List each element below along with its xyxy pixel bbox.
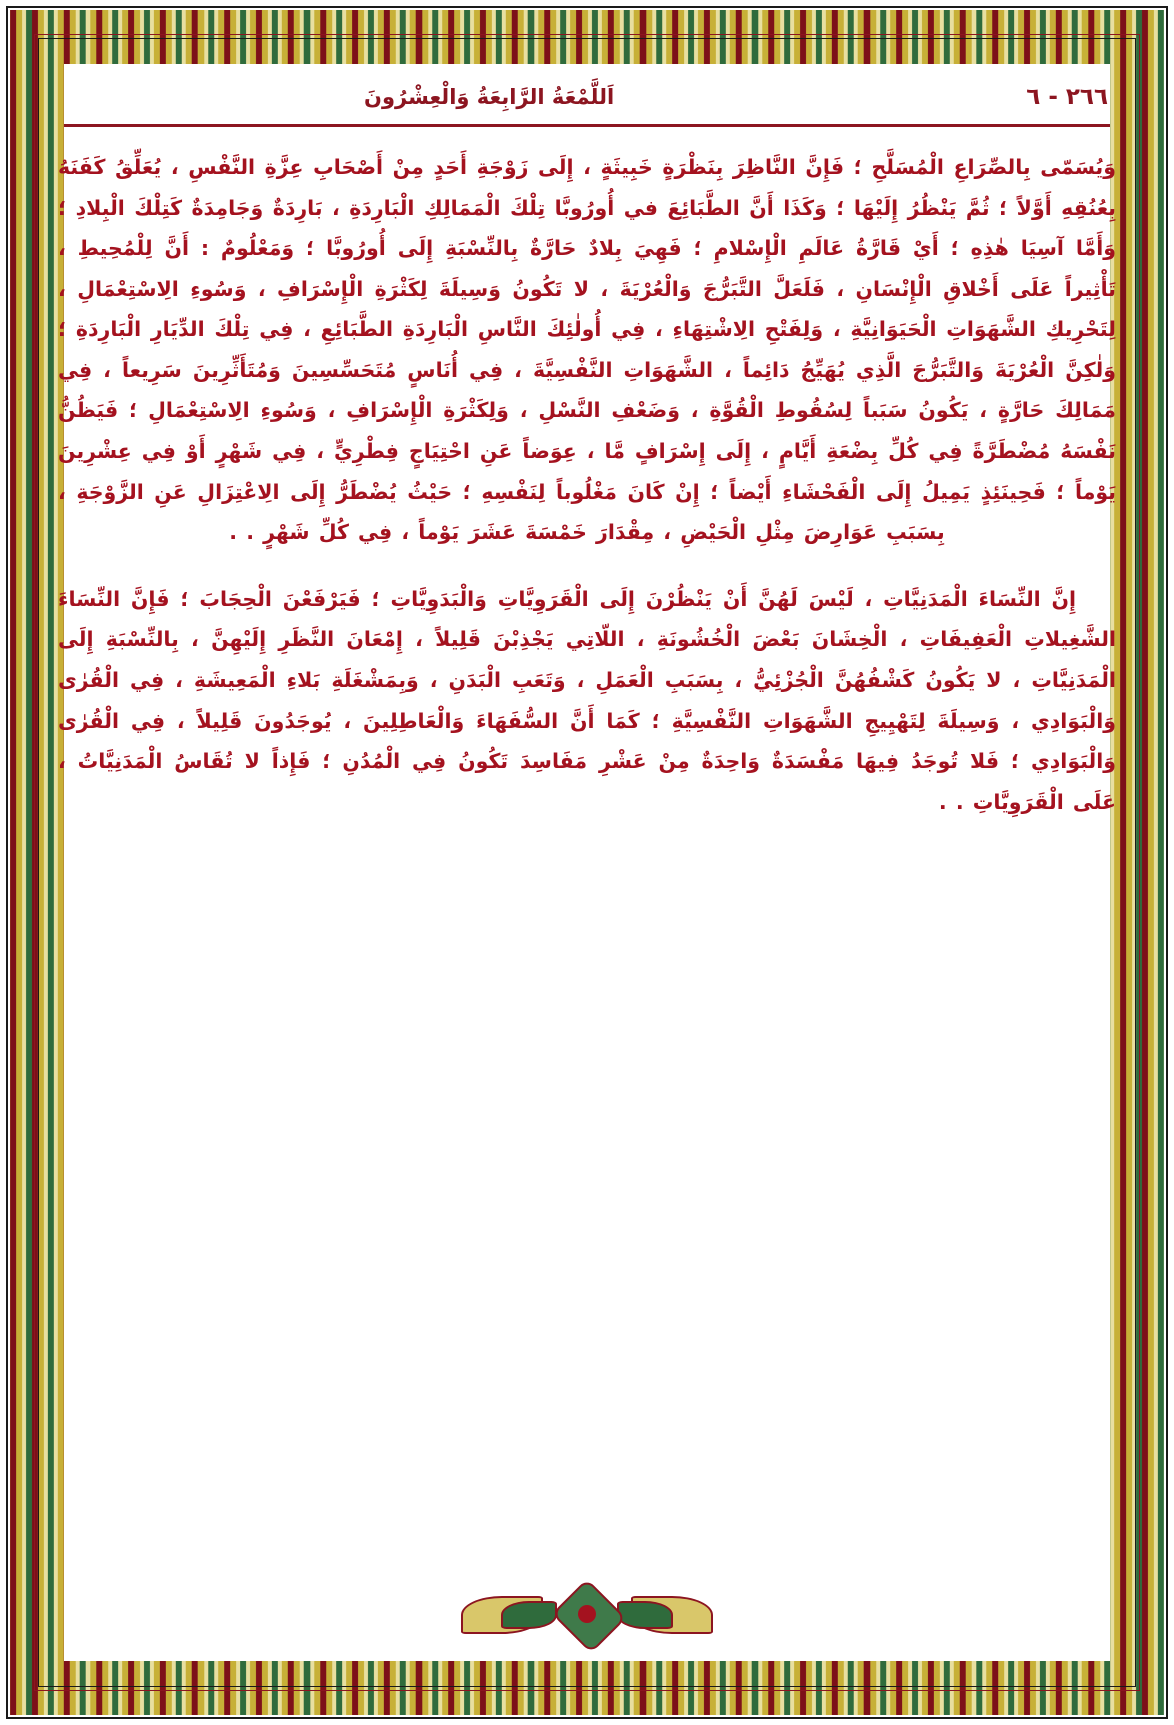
header-divider — [64, 124, 1110, 127]
floral-divider-icon — [457, 1587, 717, 1641]
body-text — [58, 147, 1116, 822]
page-content — [58, 62, 1116, 1667]
page-title: اَللَّمْعَةُ الرَّابِعَةُ وَالْعِشْرُونَ — [364, 85, 615, 109]
page-number: ٢٦٦ - ٦ — [1026, 84, 1108, 110]
paragraph-1: وَيُسَمّى بِالصِّرَاعِ الْمُسَلَّحِ ؛ فَإِنَّ النَّاظِرَ بِنَظْرَةٍ خَبِيثَةٍ ، إِلَى زَوْجَةِ أَحَدٍ مِنْ أَصْحَابِ عِزَّةِ النَّفْسِ ، يُعَلِّقُ كَفَنَهُ بِعُنُقِهِ أَوَّلاً ؛ ثُمَّ يَنْظُرُ إِلَيْهَا ؛ وَكَذَا أَنَّ الطَّبَائِعَ في أُورُوبَّا تِلْكَ الْمَمَالِكِ الْبَارِدَةِ ، بَارِدَةٌ وَجَامِدَةٌ كَتِلْكَ الْبِلادِ ؛ وَأَمَّا آسِيَا هٰذِهِ ؛ أَيْ قَارَّةُ عَالَمِ الْإِسْلامِ ؛ فَهِيَ بِلادٌ حَارَّةٌ بِالنِّسْبَةِ إِلَى أُورُوبَّا ؛ وَمَعْلُومٌ : أَنَّ لِلْمُحِيطِ ، تَأْثِيراً عَلَى أَخْلاقِ الْإِنْسَانِ ، فَلَعَلَّ التَّبَرُّجَ وَالْعُرْيَةَ ، لا تَكُونُ وَسِيلَةَ لِكَثْرَةِ الْإِسْرَافِ ، وَسُوءِ الِاسْتِعْمَالِ ، لِتَحْرِيكِ الشَّهَوَاتِ الْحَيَوَانِيَّةِ ، وَلِفَتْحِ الِاشْتِهَاءِ ، فِي أُولٰئِكَ النَّاسِ الْبَارِدَةِ الطَّبَائِعِ ، فِي تِلْكَ الدِّيَارِ الْبَارِدَةِ ؛ وَلٰكِنَّ الْعُرْيَةَ وَالتَّبَرُّجَ الَّذِي يُهَيِّجُ دَائِماً ، الشَّهَوَاتِ النَّفْسِيَّةَ ، فِي أُنَاسٍ مُتَحَسِّسِينَ وَمُتَأَثِّرِينَ سَرِيعاً ، فِي مَمَالِكَ حَارَّةٍ ، يَكُونُ سَبَباً لِسُقُوطِ الْقُوَّةِ ، وَضَعْفِ النَّسْلِ ، وَلِكَثْرَةِ الْإِسْرَافِ ، وَسُوءِ الِاسْتِعْمَالِ ؛ فَيَظُنُّ نَفْسَهُ مُضْطَرَّةً فِي كُلِّ بِضْعَةِ أَيَّامٍ ، إِلَى إِسْرَافٍ مَّا ، عِوَضاً عَنِ احْتِيَاجٍ فِطْرِيٍّ ، فِي شَهْرٍ أَوْ فِي عِشْرِينَ يَوْماً ؛ فَحِينَئِذٍ يَمِيلُ إِلَى الْفَحْشَاءِ أَيْضاً ؛ إِنْ كَانَ مَغْلُوباً لِنَفْسِهِ ؛ حَيْثُ يُضْطَرُّ إِلَى الِاعْتِزَالِ عَنِ الزَّوْجَةِ ، بِسَبَبِ عَوَارِضَ مِثْلِ الْحَيْضِ ، مِقْدَارَ خَمْسَةَ عَشَرَ يَوْماً ، فِي كُلِّ شَهْرٍ . . — [58, 155, 1116, 545]
ornament-center-dot — [578, 1605, 596, 1623]
page-header — [58, 62, 1116, 116]
ornament-inner-leaf-right — [617, 1601, 673, 1629]
ornament-inner-leaf-left — [501, 1601, 557, 1629]
paragraph-2: إِنَّ النِّسَاءَ الْمَدَنِيَّاتِ ، لَيْسَ لَهُنَّ أَنْ يَنْظُرْنَ إِلَى الْقَرَوِيَّاتِ وَالْبَدَوِيَّاتِ ؛ فَيَرْفَعْنَ الْحِجَابَ ؛ فَإِنَّ النِّسَاءَ الشَّغِيلاتِ الْعَفِيفَاتِ ، الْخِشَانَ بَعْضَ الْخُشُونَةِ ، اللّاتِي يَجْذِبْنَ قَلِيلاً ، إِمْعَانَ النَّظَرِ إِلَيْهِنَّ ، بِالنِّسْبَةِ إِلَى الْمَدَنِيَّاتِ ، لا يَكُونُ كَشْفُهُنَّ الْجُزْئِيُّ ، بِسَبَبِ الْعَمَلِ ، وَتَعَبِ الْبَدَنِ ، وَبِمَشْغَلَةِ بَلاءِ الْمَعِيشَةِ ، فِي الْقُرٰى وَالْبَوَادِي ، وَسِيلَةَ لِتَهْيِيجِ الشَّهَوَاتِ النَّفْسِيَّةِ ؛ كَمَا أَنَّ السُّفَهَاءَ وَالْعَاطِلِينَ ، يُوجَدُونَ قَلِيلاً ، فِي الْقُرٰى وَالْبَوَادِي ؛ فَلا تُوجَدُ فِيهَا مَفْسَدَةٌ وَاحِدَةٌ مِنْ عَشْرِ مَفَاسِدَ تَكُونُ فِي الْمُدُنِ ؛ فَإِذاً لا تُقَاسُ الْمَدَنِيَّاتُ ، عَلَى الْقَرَوِيَّاتِ . . — [58, 586, 1116, 814]
bottom-ornament — [58, 1587, 1116, 1641]
